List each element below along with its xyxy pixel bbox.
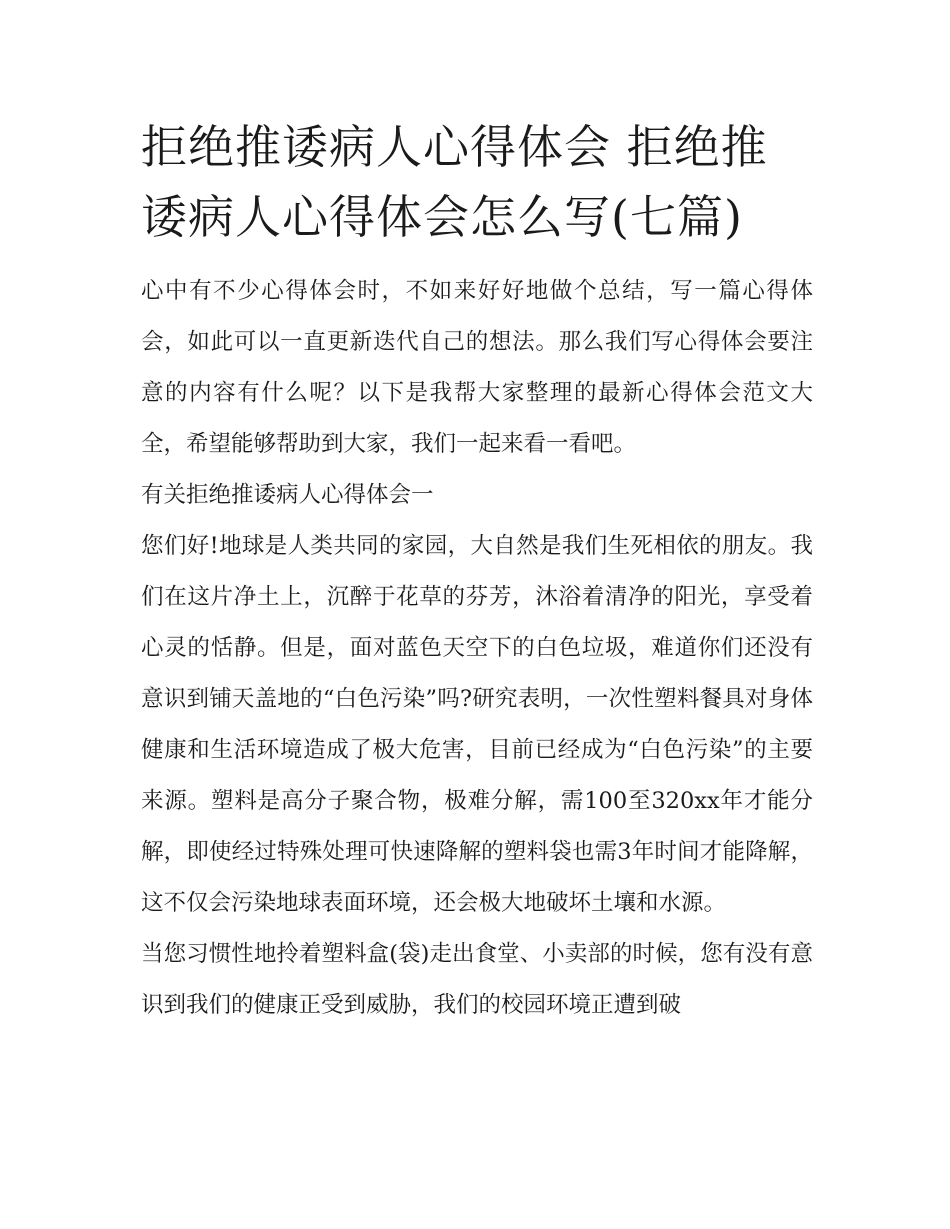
section-heading: 有关拒绝推诿病人心得体会一	[141, 482, 434, 508]
document-title: 拒绝推诿病人心得体会 拒绝推诿病人心得体会怎么写(七篇)	[141, 120, 768, 244]
body-paragraph-1: 您们好!地球是人类共同的家园，大自然是我们生死相依的朋友。我们在这片净土上，沉醉于花草的芬芳，沐浴着清净的阳光，享受着心灵的恬静。但是，面对蓝色天空下的白色垃圾，难道你们还没有意识到铺天盖地的“白色污染”吗?研究表明，一次性塑料餐具对身体健康和生活环境造成了极大危害，目前已经成为“白色污染”的主要来源。塑料是高分子聚合物，极难分解，需100至320xx年才能分解，即使经过特殊处理可快速降解的塑料袋也需3年时间才能降解，这不仅会污染地球表面环境，还会极大地破坏土壤和水源。	[141, 533, 813, 916]
body-paragraph-2: 当您习惯性地拎着塑料盒(袋)走出食堂、小卖部的时候，您有没有意识到我们的健康正受到威胁，我们的校园环境正遭到破	[141, 941, 813, 1018]
intro-paragraph: 心中有不少心得体会时，不如来好好地做个总结，写一篇心得体会，如此可以一直更新迭代自己的想法。那么我们写心得体会要注意的内容有什么呢？以下是我帮大家整理的最新心得体会范文大全，希望能够帮助到大家，我们一起来看一看吧。	[141, 278, 813, 457]
document-body	[141, 112, 813, 1031]
